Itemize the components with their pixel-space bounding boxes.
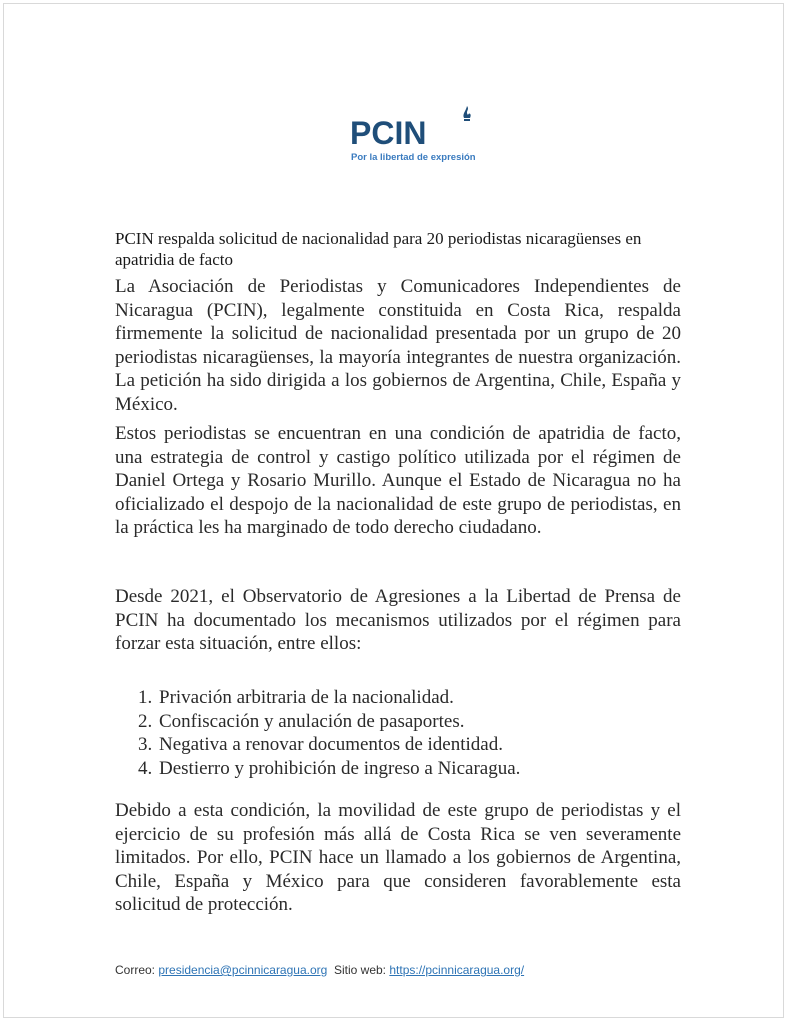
list-item — [138, 757, 638, 781]
list-text: Confiscación y anulación de pasaportes. — [159, 710, 465, 732]
list-number: 1. — [138, 687, 153, 708]
list-item — [138, 710, 638, 734]
list-text: Destierro y prohibición de ingreso a Nicaragua. — [159, 757, 521, 779]
list-number: 3. — [138, 734, 153, 755]
list-text: Privación arbitraria de la nacionalidad. — [159, 687, 454, 708]
paragraph-1: La Asociación de Periodistas y Comunicadores Independientes de Nicaragua (PCIN), legalmente constituida en Costa Rica, respalda firmemente la solicitud de nacionalidad presentada por un grupo de 20 periodistas nicaragüenses, la mayoría integrantes de nuestra organización. La petición ha sido dirigida a los gobiernos de Argentina, Chile, España y México. — [115, 276, 681, 415]
website-link[interactable]: https://pcinnicaragua.org/ — [389, 963, 525, 977]
list-number: 2. — [138, 710, 153, 732]
contact-footer — [115, 963, 524, 977]
pcin-logo — [350, 104, 478, 166]
list-text: Negativa a renovar documentos de identidad. — [159, 734, 503, 755]
email-link[interactable]: presidencia@pcinnicaragua.org — [158, 963, 328, 977]
document-page — [3, 3, 784, 1018]
torch-flame-icon — [461, 106, 473, 122]
paragraph-3: Desde 2021, el Observatorio de Agresiones a la Libertad de Prensa de PCIN ha documentado los mecanismos utilizados por el régimen para forzar esta situación, entre ellos: — [115, 586, 681, 654]
paragraph-2: Estos periodistas se encuentran en una condición de apatridia de facto, una estrategia de control y castigo político utilizada por el régimen de Daniel Ortega y Rosario Murillo. Aunque el Estado de Nicaragua no ha oficializado el despojo de la nacionalidad de este grupo de periodistas, en la práctica les ha marginado de todo derecho ciudadano. — [115, 423, 681, 538]
mechanisms-list — [138, 686, 638, 780]
list-item — [138, 686, 638, 710]
email-label: Correo: — [115, 963, 156, 977]
list-number: 4. — [138, 757, 153, 779]
paragraph-4: Debido a esta condición, la movilidad de este grupo de periodistas y el ejercicio de su profesión más allá de Costa Rica se ven severamente limitados. Por ello, PCIN hace un llamado a los gobiernos de Argentina, Chile, España y México para que consideren favorablemente esta solicitud de protección. — [115, 800, 681, 915]
logo-wordmark: PCIN — [350, 115, 427, 151]
web-label: Sitio web: — [333, 963, 387, 977]
list-item — [138, 733, 638, 757]
logo-tagline: Por la libertad de expresión — [351, 152, 476, 163]
document-title: PCIN respalda solicitud de nacionalidad para 20 periodistas nicaragüenses en apatridia de facto — [115, 229, 642, 269]
